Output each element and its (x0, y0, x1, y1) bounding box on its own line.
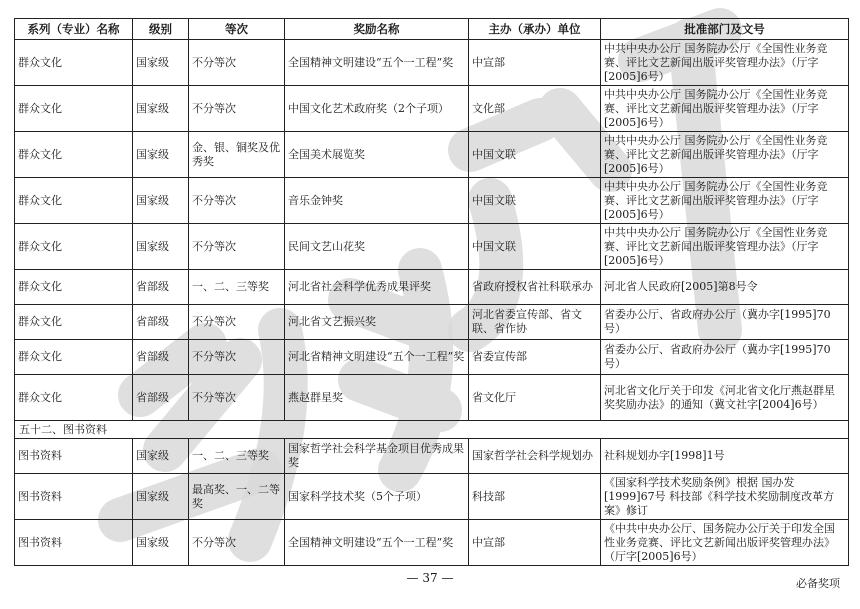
cell-level: 国家级 (133, 439, 189, 474)
cell-organizer: 省委宣传部 (469, 340, 601, 375)
header-level: 级别 (133, 19, 189, 40)
cell-organizer: 省政府授权省社科联承办 (469, 270, 601, 305)
cell-series: 群众文化 (15, 270, 133, 305)
cell-series: 群众文化 (15, 375, 133, 421)
cell-approval: 社科规划办字[1998]1号 (601, 439, 849, 474)
header-organizer: 主办（承办）单位 (469, 19, 601, 40)
table-row (15, 40, 849, 86)
section-title: 五十二、图书资料 (15, 421, 849, 439)
footer-note: 必备奖项 (796, 577, 840, 590)
cell-level: 国家级 (133, 520, 189, 566)
cell-organizer: 中宣部 (469, 520, 601, 566)
cell-level: 国家级 (133, 132, 189, 178)
cell-grade: 不分等次 (189, 86, 285, 132)
cell-grade: 一、二、三等奖 (189, 270, 285, 305)
cell-award: 民间文艺山花奖 (285, 224, 469, 270)
cell-approval: 省委办公厅、省政府办公厅（冀办字[1995]70号） (601, 340, 849, 375)
cell-organizer: 中国文联 (469, 224, 601, 270)
table-row (15, 520, 849, 566)
cell-award: 国家哲学社会科学基金项目优秀成果奖 (285, 439, 469, 474)
cell-level: 省部级 (133, 270, 189, 305)
cell-award: 音乐金钟奖 (285, 178, 469, 224)
cell-grade: 不分等次 (189, 178, 285, 224)
cell-approval: 《中共中央办公厅、国务院办公厅关于印发全国性业务竞赛、评比文艺新闻出版评奖管理办法》（厅字[2005]6号） (601, 520, 849, 566)
cell-award: 全国精神文明建设“五个一工程”奖 (285, 40, 469, 86)
cell-award: 燕赵群星奖 (285, 375, 469, 421)
page-footer (0, 571, 860, 590)
table-row (15, 474, 849, 520)
cell-award: 中国文化艺术政府奖（2个子项） (285, 86, 469, 132)
table-row (15, 375, 849, 421)
table-row (15, 178, 849, 224)
cell-approval: 河北省文化厅关于印发《河北省文化厅燕赵群星奖奖励办法》的通知（冀文社字[2004]6号） (601, 375, 849, 421)
cell-grade: 一、二、三等奖 (189, 439, 285, 474)
cell-grade: 不分等次 (189, 305, 285, 340)
cell-level: 国家级 (133, 40, 189, 86)
cell-grade: 不分等次 (189, 520, 285, 566)
cell-approval: 《国家科学技术奖励条例》根据 国办发[1999]67号 科技部《科学技术奖励制度改革方案》修订 (601, 474, 849, 520)
cell-organizer: 省文化厅 (469, 375, 601, 421)
cell-grade: 不分等次 (189, 40, 285, 86)
cell-series: 群众文化 (15, 132, 133, 178)
cell-level: 省部级 (133, 340, 189, 375)
cell-organizer: 科技部 (469, 474, 601, 520)
cell-grade: 不分等次 (189, 340, 285, 375)
table-row (15, 224, 849, 270)
cell-grade: 最高奖、一、二等奖 (189, 474, 285, 520)
cell-approval: 中共中央办公厅 国务院办公厅《全国性业务竞赛、评比文艺新闻出版评奖管理办法》（厅字[2005]6号） (601, 86, 849, 132)
cell-level: 国家级 (133, 178, 189, 224)
cell-award: 河北省精神文明建设“五个一工程”奖 (285, 340, 469, 375)
cell-organizer: 文化部 (469, 86, 601, 132)
cell-level: 国家级 (133, 474, 189, 520)
cell-award: 河北省文艺振兴奖 (285, 305, 469, 340)
table-row (15, 439, 849, 474)
cell-approval: 中共中央办公厅 国务院办公厅《全国性业务竞赛、评比文艺新闻出版评奖管理办法》（厅字[2005]6号） (601, 40, 849, 86)
cell-organizer: 中国文联 (469, 178, 601, 224)
table-header-row (15, 19, 849, 40)
cell-series: 群众文化 (15, 340, 133, 375)
cell-grade: 金、银、铜奖及优秀奖 (189, 132, 285, 178)
cell-award: 全国精神文明建设“五个一工程”奖 (285, 520, 469, 566)
page-number: — 37 — (406, 571, 454, 585)
cell-series: 图书资料 (15, 520, 133, 566)
cell-series: 群众文化 (15, 305, 133, 340)
cell-award: 全国美术展览奖 (285, 132, 469, 178)
table-row (15, 132, 849, 178)
cell-series: 群众文化 (15, 40, 133, 86)
cell-series: 群众文化 (15, 86, 133, 132)
cell-level: 省部级 (133, 305, 189, 340)
cell-organizer: 河北省委宣传部、省文联、省作协 (469, 305, 601, 340)
cell-award: 河北省社会科学优秀成果评奖 (285, 270, 469, 305)
header-award: 奖励名称 (285, 19, 469, 40)
cell-series: 图书资料 (15, 474, 133, 520)
cell-level: 国家级 (133, 86, 189, 132)
header-series: 系列（专业）名称 (15, 19, 133, 40)
cell-series: 群众文化 (15, 178, 133, 224)
header-grade: 等次 (189, 19, 285, 40)
cell-approval: 河北省人民政府[2005]第8号令 (601, 270, 849, 305)
cell-approval: 中共中央办公厅 国务院办公厅《全国性业务竞赛、评比文艺新闻出版评奖管理办法》（厅字[2005]6号） (601, 178, 849, 224)
table-row (15, 86, 849, 132)
section-row (15, 421, 849, 439)
cell-organizer: 中国文联 (469, 132, 601, 178)
cell-series: 群众文化 (15, 224, 133, 270)
awards-table (14, 18, 849, 566)
table-row (15, 305, 849, 340)
cell-approval: 中共中央办公厅 国务院办公厅《全国性业务竞赛、评比文艺新闻出版评奖管理办法》（厅字[2005]6号） (601, 132, 849, 178)
cell-level: 省部级 (133, 375, 189, 421)
cell-grade: 不分等次 (189, 375, 285, 421)
cell-organizer: 国家哲学社会科学规划办 (469, 439, 601, 474)
cell-series: 图书资料 (15, 439, 133, 474)
cell-organizer: 中宣部 (469, 40, 601, 86)
cell-approval: 省委办公厅、省政府办公厅（冀办字[1995]70号） (601, 305, 849, 340)
cell-approval: 中共中央办公厅 国务院办公厅《全国性业务竞赛、评比文艺新闻出版评奖管理办法》（厅字[2005]6号） (601, 224, 849, 270)
table-row (15, 340, 849, 375)
header-approval: 批准部门及文号 (601, 19, 849, 40)
cell-level: 国家级 (133, 224, 189, 270)
cell-grade: 不分等次 (189, 224, 285, 270)
table-row (15, 270, 849, 305)
cell-award: 国家科学技术奖（5个子项） (285, 474, 469, 520)
